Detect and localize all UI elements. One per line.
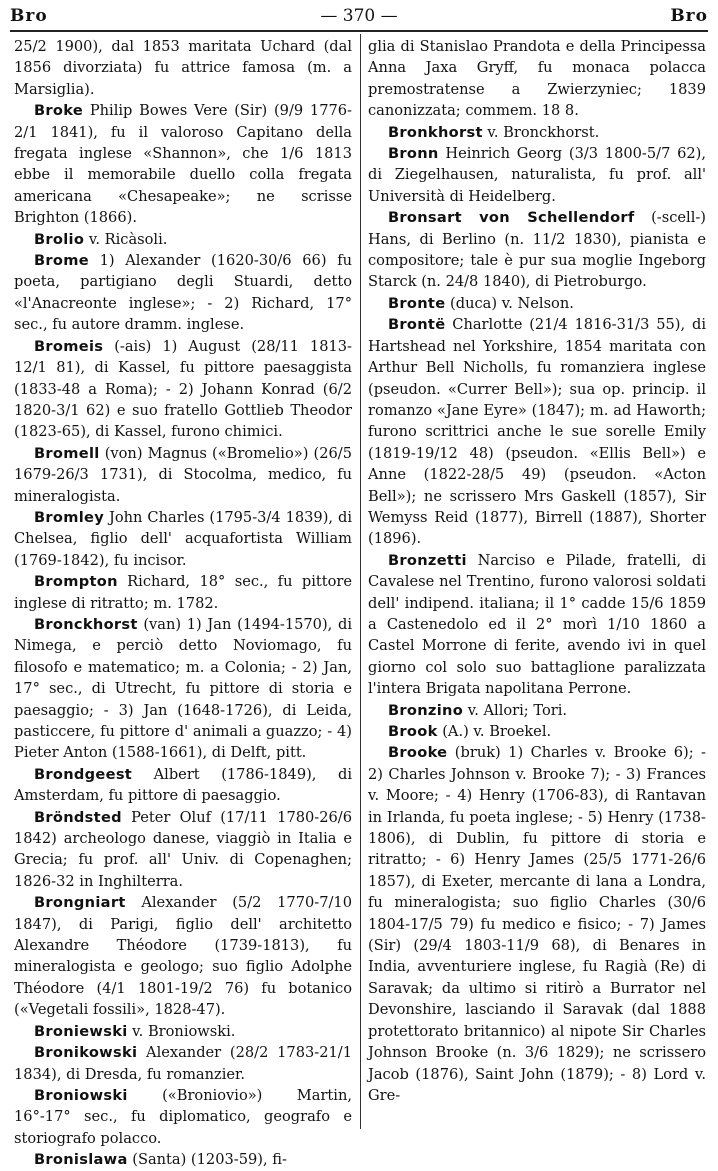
entry-headword: Brondgeest bbox=[34, 765, 133, 783]
dictionary-entry bbox=[368, 314, 706, 549]
entry-text: (Santa) (1203-59), fi- bbox=[127, 1151, 287, 1169]
entry-text: v. Ricàsoli. bbox=[84, 230, 168, 248]
entry-text: Albert (1786-1849), di Amsterdam, fu pittore di paesaggio. bbox=[14, 765, 352, 805]
dictionary-entry bbox=[368, 207, 706, 293]
dictionary-entry bbox=[14, 1021, 352, 1042]
entry-headword: Bromeis bbox=[34, 337, 104, 355]
entry-text: Charlotte (21/4 1816-31/3 55), di Hartshead nel Yorkshire, 1854 maritata con Arthur Bell Nicholls, fu romanziera inglese (pseudon. «Currer Bell»); sua op. princip. il romanzo «Jane Eyre» (1847); m. ad Haworth; furono scrittrici anche le sue sorelle Emily (1819-19/12 48) (pseudon. «Ellis Bell») e Anne (1822-28/5 49) (pseudon. «Acton Bell»); ne scrissero Mrs Gaskell (1857), Sir Wemyss Reid (1877), Birrell (1887), Shorter (1896). bbox=[368, 316, 706, 548]
entry-text: Alexander (28/2 1783-21/1 1834), di Dresda, fu romanzier. bbox=[14, 1044, 352, 1083]
dictionary-entry bbox=[14, 807, 352, 893]
entry-text: (van) 1) Jan (1494-1570), di Nimega, e perciò detto Noviomago, fu filosofo e matematico; m. a Colonia; - 2) Jan, 17° sec., di Utrecht, fu pittore di storia e paesaggio; - 3) Jan (1648-1726), di Leida, pasticcere, fu pittore d' animali a guazzo; - 4) Pieter Anton (1588-1661), di Delft, pitt. bbox=[14, 615, 352, 762]
page-number: — 370 — bbox=[320, 6, 398, 26]
dictionary-entry bbox=[14, 1085, 352, 1149]
dictionary-entry bbox=[368, 36, 706, 122]
entry-headword: Broniowski bbox=[34, 1086, 128, 1104]
entry-headword: Broke bbox=[34, 102, 84, 120]
entry-text: (A.) v. Broekel. bbox=[437, 723, 552, 740]
entry-headword: Bronzino bbox=[388, 701, 464, 719]
page-header bbox=[10, 4, 708, 28]
dictionary-entry bbox=[368, 742, 706, 1106]
dictionary-entry bbox=[14, 892, 352, 1020]
dictionary-entry bbox=[14, 336, 352, 443]
entry-text: (duca) v. Nelson. bbox=[445, 294, 574, 312]
entry-text: Alexander (5/2 1770-7/10 1847), di Parigi, figlio dell' architetto Alexandre Théodore (1739-1813), fu mineralogista e geologo; suo figlio Adolphe Théodore (4/1 1801-19/2 76) fu botanico («Vegetali fossili», 1828-47). bbox=[14, 894, 352, 1019]
entry-headword: Brontë bbox=[388, 316, 446, 334]
entry-headword: Bromley bbox=[34, 508, 105, 526]
dictionary-entry bbox=[368, 700, 706, 721]
entry-headword: Bronzetti bbox=[388, 551, 467, 569]
entry-headword: Brongniart bbox=[34, 894, 126, 912]
dictionary-entry bbox=[14, 100, 352, 228]
entry-headword: Bröndsted bbox=[34, 808, 122, 826]
dictionary-entry bbox=[14, 36, 352, 100]
entry-headword: Brolio bbox=[34, 230, 85, 248]
entry-text: v. Allori; Tori. bbox=[463, 701, 568, 719]
entry-headword: Brooke bbox=[388, 744, 448, 762]
entry-text: Heinrich Georg (3/3 1800-5/7 62), di Ziegelhausen, naturalista, fu prof. all' Università di Heidelberg. bbox=[368, 145, 706, 205]
entry-text: v. Broniowski. bbox=[127, 1022, 236, 1040]
entry-text: John Charles (1795-3/4 1839), di Chelsea, figlio dell' acquafortista William (1769-1842), fu incisor. bbox=[14, 508, 352, 569]
entry-text: 1) Alexander (1620-30/6 66) fu poeta, partigiano degli Stuardi, detto «l'Anacreonte inglese»; - 2) Richard, 17° sec., fu autore dramm. inglese. bbox=[14, 252, 352, 334]
entry-headword: Bronn bbox=[388, 145, 439, 163]
header-rule bbox=[10, 30, 708, 32]
entry-headword: Bronikowski bbox=[34, 1044, 138, 1062]
dictionary-entry bbox=[14, 571, 352, 614]
column-divider bbox=[360, 34, 361, 1129]
entry-text: Peter Oluf (17/11 1780-26/6 1842) archeologo danese, viaggiò in Italia e Grecia; fu prof. all' Univ. di Copenaghen; 1826-32 in Inghilterra. bbox=[14, 808, 352, 890]
left-column bbox=[14, 36, 352, 1171]
entry-text: Richard, 18° sec., fu pittore inglese di ritratto; m. 1782. bbox=[14, 573, 352, 612]
entry-headword: Bromell bbox=[34, 444, 100, 462]
entry-headword: Brompton bbox=[34, 573, 118, 591]
entry-headword: Brome bbox=[34, 252, 89, 270]
dictionary-entry bbox=[14, 443, 352, 507]
dictionary-entry bbox=[14, 1042, 352, 1085]
entry-text: (-scell-) Hans, di Berlino (n. 11/2 1830), pianista e compositore; tale è pur sua moglie Ingeborg Starck (n. 24/8 1840), di Pietroburgo. bbox=[368, 209, 706, 291]
right-column bbox=[368, 36, 706, 1106]
entry-text: glia di Stanislao Prandota e della Principessa Anna Jaxa Gryff, fu monaca polacca premostratense a Zwierzyniec; 1839 canonizzata; commem. 18 8. bbox=[368, 38, 706, 120]
dictionary-entry bbox=[14, 229, 352, 250]
entry-headword: Bronckhorst bbox=[34, 615, 138, 633]
entry-headword: Bronsart von Schellendorf bbox=[388, 209, 635, 227]
dictionary-entry bbox=[368, 122, 706, 143]
entry-text: v. Bronckhorst. bbox=[482, 123, 600, 141]
dictionary-entry bbox=[14, 1149, 352, 1170]
entry-text: 25/2 1900), dal 1853 maritata Uchard (dal 1856 divorziata) fu attrice famosa (m. a Marsiglia). bbox=[14, 38, 352, 98]
dictionary-entry bbox=[14, 764, 352, 807]
entry-text: (von) Magnus («Bromelio») (26/5 1679-26/3 1731), di Stocolma, medico, fu mineralogista. bbox=[14, 444, 352, 505]
entry-text: («Broniovio») Martin, 16°-17° sec., fu diplomatico, geografo e storiografo polacco. bbox=[14, 1086, 352, 1147]
dictionary-entry bbox=[368, 550, 706, 700]
dictionary-entry bbox=[14, 507, 352, 571]
entry-headword: Bronte bbox=[388, 294, 446, 312]
entry-headword: Bronislawa bbox=[34, 1151, 128, 1169]
entry-text: Narciso e Pilade, fratelli, di Cavalese nel Trentino, furono valorosi soldati dell' indipend. italiana; il 1° cadde 15/6 1859 a Castenedolo ed il 2° morì 1/10 1860 a Castel Morrone di ferite, avendo ivi in quel giorno col solo suo battaglione paralizzata l'intera Brigata napolitana Perrone. bbox=[368, 551, 706, 698]
entry-text: Philip Bowes Vere (Sir) (9/9 1776-2/1 1841), fu il valoroso Capitano della fregata inglese «Shannon», che 1/6 1813 ebbe il memorabile duello colla fregata americana «Chesapeake»; ne scrisse Brighton (1866). bbox=[14, 102, 352, 227]
entry-text: (-ais) 1) August (28/11 1813-12/1 81), di Kassel, fu pittore paesaggista (1833-48 a Roma); - 2) Johann Konrad (6/2 1820-3/1 62) e suo fratello Gottlieb Theodor (1823-65), di Kassel, furono chimici. bbox=[14, 337, 352, 441]
header-right-word: Bro bbox=[670, 6, 708, 26]
dictionary-entry bbox=[14, 250, 352, 336]
entry-headword: Bronkhorst bbox=[388, 123, 483, 141]
entry-headword: Broniewski bbox=[34, 1022, 128, 1040]
dictionary-entry bbox=[14, 614, 352, 764]
entry-headword: Brook bbox=[388, 723, 438, 740]
dictionary-entry bbox=[368, 721, 706, 742]
dictionary-entry bbox=[368, 143, 706, 207]
dictionary-entry bbox=[368, 293, 706, 314]
header-left-word: Bro bbox=[10, 6, 48, 26]
entry-text: (bruk) 1) Charles v. Brooke 6); - 2) Charles Johnson v. Brooke 7); - 3) Frances v. Moore; - 4) Henry (1706-83), di Rantavan in Irlanda, fu poeta inglese; - 5) Henry (1738-1806), di Dublin, fu pittore di storia e ritratto; - 6) Henry James (25/5 1771-26/6 1857), di Exeter, mercante di lana a Londra, fu mineralogista; suo figlio Charles (30/6 1804-17/5 79) fu medico e fisico; - 7) James (Sir) (29/4 1803-11/9 68), di Benares in India, avventuriere inglese, fu Ragià (Re) di Saravak; da ultimo si ritirò a Burrator nel Devonshire, lasciando il Saravak (dal 1888 protettorato britannico) al nipote Sir Charles Johnson Brooke (n. 3/6 1829); ne scrissero Jacob (1876), Saint John (1879); - 8) Lord v. Gre- bbox=[368, 744, 706, 1104]
